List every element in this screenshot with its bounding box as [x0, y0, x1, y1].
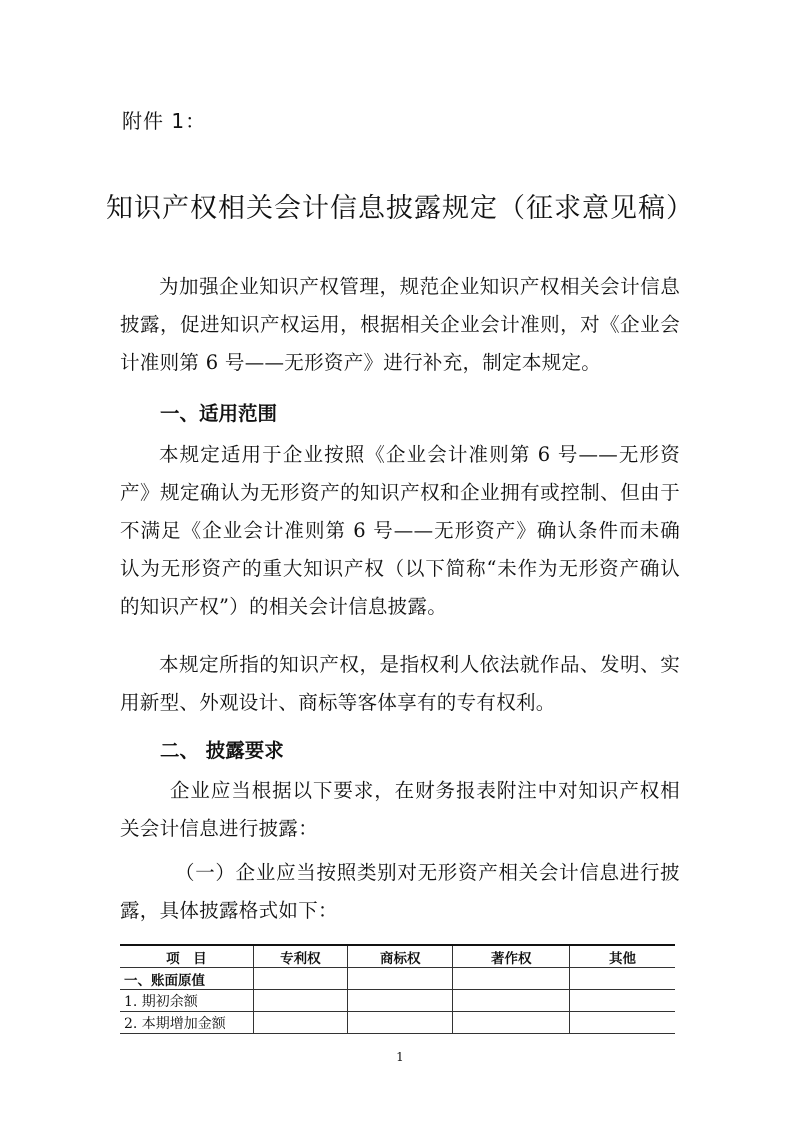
table-cell — [453, 968, 570, 990]
table-cell — [253, 990, 347, 1012]
row-label: 一、账面原值 — [120, 968, 253, 990]
section1-paragraph-2: 本规定所指的知识产权，是指权利人依法就作品、发明、实用新型、外观设计、商标等客体享有的专有权利。 — [120, 653, 680, 714]
table-cell — [570, 990, 675, 1012]
attachment-label: 附件 1： — [122, 109, 207, 133]
section2-paragraph-2: （一）企业应当按照类别对无形资产相关会计信息进行披露，具体披露格式如下： — [120, 861, 680, 922]
table-row — [120, 968, 675, 990]
row-label: 2. 本期增加金额 — [120, 1012, 253, 1034]
column-header-trademark: 商标权 — [348, 945, 453, 968]
table-cell — [453, 1012, 570, 1034]
table-cell — [570, 1012, 675, 1034]
section1-heading: 一、适用范围 — [160, 402, 278, 425]
table-cell — [253, 1012, 347, 1034]
intro-paragraph: 为加强企业知识产权管理，规范企业知识产权相关会计信息披露，促进知识产权运用，根据相关企业会计准则，对《企业会计准则第 6 号——无形资产》进行补充，制定本规定。 — [120, 275, 680, 374]
row-label: 1. 期初余额 — [120, 990, 253, 1012]
document-title: 知识产权相关会计信息披露规定（征求意见稿） — [106, 193, 694, 224]
column-header-copyright: 著作权 — [453, 945, 570, 968]
table-cell — [570, 968, 675, 990]
section1-paragraph-1: 本规定适用于企业按照《企业会计准则第 6 号——无形资产》规定确认为无形资产的知识产权和企业拥有或控制、但由于不满足《企业会计准则第 6 号——无形资产》确认条件而未确认为无形资产的重大知识产权（以下简称“未作为无形资产确认的知识产权”）的相关会计信息披露。 — [120, 443, 680, 618]
table-header-row — [120, 945, 675, 968]
table-cell — [348, 968, 453, 990]
disclosure-table — [120, 944, 675, 1034]
table-row — [120, 1012, 675, 1034]
table-cell — [348, 990, 453, 1012]
section2-paragraph-1: 企业应当根据以下要求，在财务报表附注中对知识产权相关会计信息进行披露： — [120, 779, 680, 840]
column-header-patent: 专利权 — [253, 945, 347, 968]
page-number: 1 — [396, 1050, 404, 1064]
table-row — [120, 990, 675, 1012]
table-cell — [453, 990, 570, 1012]
column-header-item: 项 目 — [120, 945, 253, 968]
column-header-other: 其他 — [570, 945, 675, 968]
table-cell — [348, 1012, 453, 1034]
table-cell — [253, 968, 347, 990]
section2-heading: 二、 披露要求 — [160, 739, 284, 762]
